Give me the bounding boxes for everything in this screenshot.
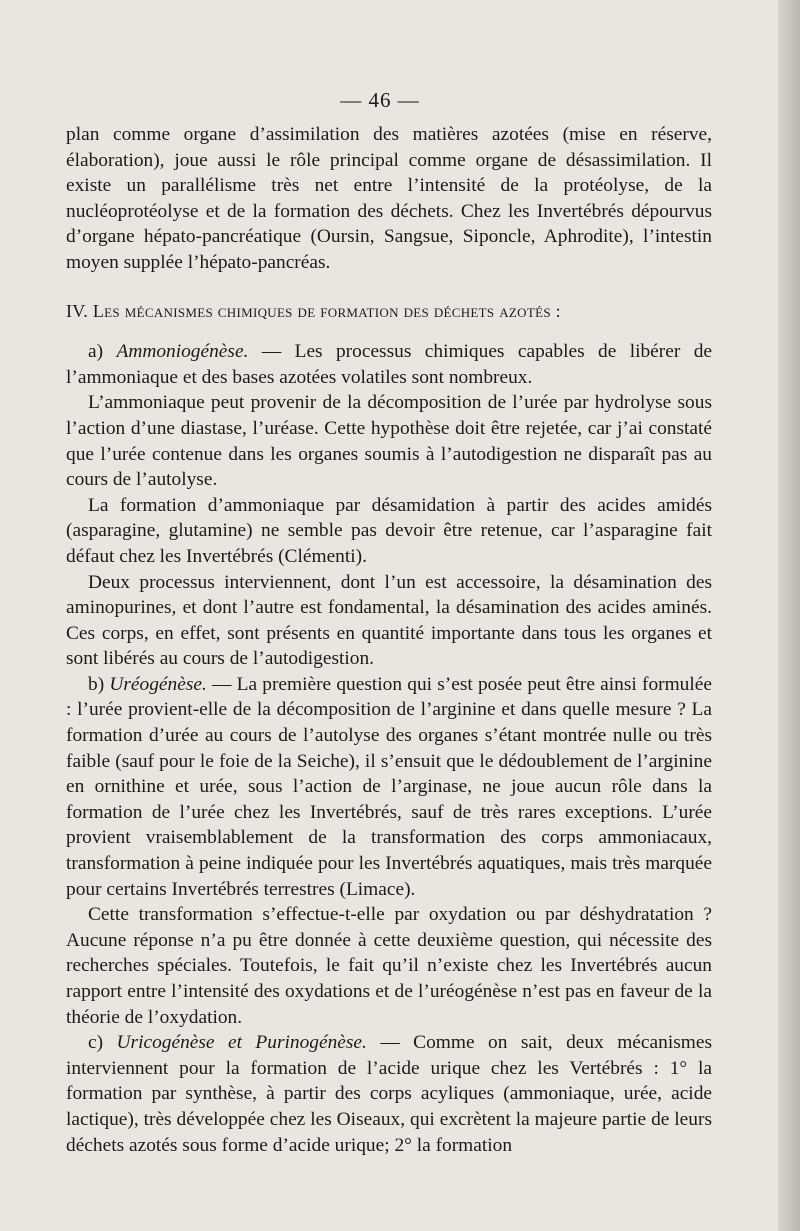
paragraph-uricogenese: [66, 1030, 712, 1158]
subheading-uricogenese: Uricogénèse et Purinogénèse.: [116, 1032, 367, 1054]
section-heading-iv: [66, 299, 712, 325]
paragraph-ammoniogenese-text: — Les processus chimiques capables de libérer de l’ammoniaque et des bases azotées volatiles sont nombreux.: [66, 341, 712, 388]
paragraph-protein-metabolism: plan comme organe d’assimilation des matières azotées (mise en réserve, élaboration), joue aussi le rôle principal comme organe de désassimilation. Il existe un parallélisme très net entre l’intensité de la protéolyse, de la nucléoprotéolyse et de la formation des déchets. Chez les Invertébrés dépourvus d’organe hépato-pancréatique (Oursin, Sangsue, Siponcle, Aphrodite), l’intestin moyen supplée l’hépato-pancréas.: [66, 124, 712, 273]
body-text: [66, 122, 712, 1158]
item-label-b: b): [88, 673, 105, 695]
paragraph-ammoniogenese: [66, 339, 712, 390]
subheading-ammoniogenese: Ammoniogénèse.: [116, 341, 249, 363]
page-edge-shadow: [778, 0, 800, 1231]
subheading-ureogenese: Uréogénèse.: [109, 673, 207, 695]
paragraph-uricogenese-text: — Comme on sait, deux mécanismes interviennent pour la formation de l’acide urique chez les Vertébrés : 1° la formation par synthèse, à partir des corps acyliques (ammoniaque, urée, acide lactique), très développée chez les Oiseaux, qui excrètent la majeure partie de leurs déchets azotés sous forme d’acide urique; 2° la formation: [66, 1032, 712, 1156]
page-number: — 46 —: [340, 88, 420, 112]
paragraph-ureogenese: [66, 672, 712, 902]
paragraph-ammoniaque: L’ammoniaque peut provenir de la décomposition de l’urée par hydrolyse sous l’action d’une diastase, l’uréase. Cette hypothèse doit être rejetée, car j’ai constaté que l’urée contenue dans les organes soumis à l’autodigestion ne disparaît pas au cours de l’autolyse.: [66, 392, 712, 491]
item-label-a: a): [88, 341, 104, 363]
paragraph-ureogenese-text: — La première question qui s’est posée peut être ainsi formulée : l’urée provient-elle de la décomposition de l’arginine et dans quelle mesure ? La formation d’urée au cours de l’autolyse des organes s’étant montrée nulle ou très faible (sauf pour le foie de la Seiche), il s’ensuit que le dédoublement de l’arginine en ornithine et urée, sous l’action de l’arginase, ne joue aucun rôle dans la formation de l’urée chez les Invertébrés, sauf de très rares exceptions. L’urée provient vraisemblablement de la transformation des corps ammoniacaux, transformation à peine indiquée pour les Invertébrés aquatiques, mais très marquée pour certains Invertébrés terrestres (Limace).: [66, 673, 712, 900]
paragraph-desamidation: La formation d’ammoniaque par désamidation à partir des acides amidés (asparagine, glutamine) ne semble pas devoir être retenue, car l’asparagine fait défaut chez les Invertébrés (Clémenti).: [66, 494, 712, 567]
section-number: IV.: [66, 300, 89, 321]
paragraph-deux-processus: Deux processus interviennent, dont l’un est accessoire, la désamination des aminopurines, et dont l’autre est fondamental, la désamination des acides aminés. Ces corps, en effet, sont présents en quantité importante dans tous les organes et sont libérés au cours de l’autodigestion.: [66, 571, 712, 670]
section-title: Les mécanismes chimiques de formation des déchets azotés :: [92, 300, 561, 321]
paragraph-transformation: Cette transformation s’effectue-t-elle par oxydation ou par déshydratation ? Aucune réponse n’a pu être donnée à cette deuxième question, qui nécessite des recherches spéciales. Toutefois, le fait qu’il n’existe chez les Invertébrés aucun rapport entre l’intensité des oxydations et de l’uréogénèse n’est pas en faveur de la théorie de l’oxydation.: [66, 904, 712, 1028]
item-label-c: c): [88, 1032, 104, 1054]
